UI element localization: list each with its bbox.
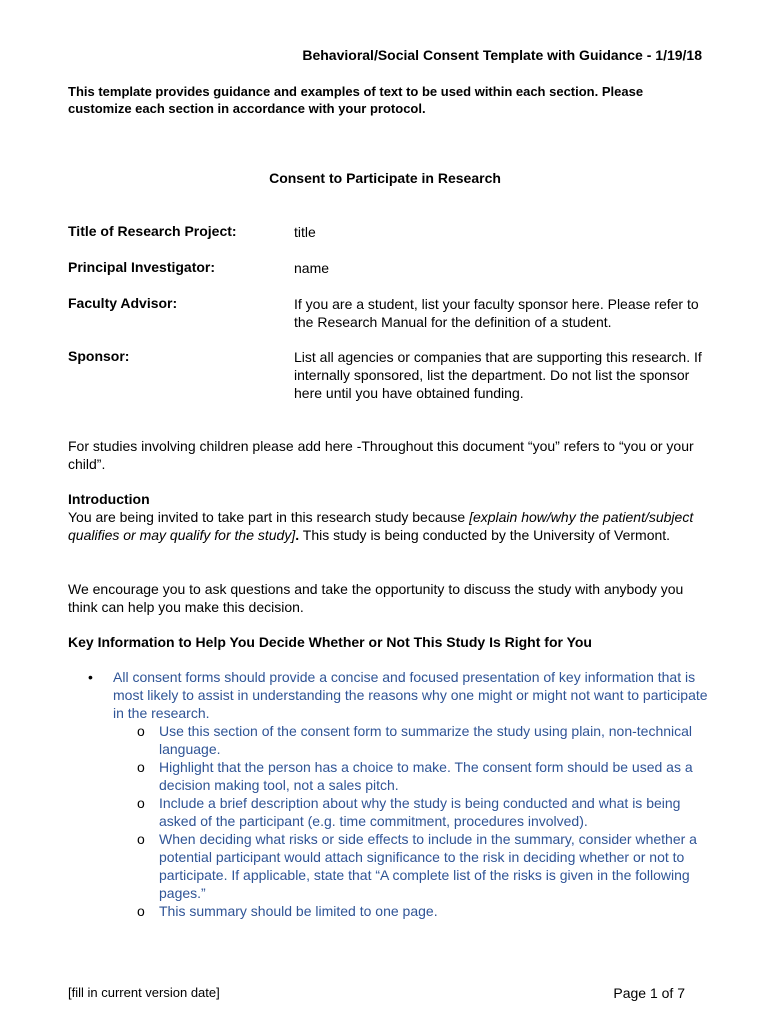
- introduction-text-bold: .: [295, 527, 300, 543]
- key-info-sub-item-text: This summary should be limited to one page.: [159, 903, 438, 919]
- key-info-sub-item: [68, 830, 708, 902]
- key-info-heading: Key Information to Help You Decide Whether or Not This Study Is Right for You: [68, 634, 592, 650]
- field-value-sponsor: List all agencies or companies that are supporting this research. If internally sponsored, list the department. Do not list the sponsor here until you have obtained funding.: [294, 349, 702, 401]
- key-info-list: [68, 668, 708, 920]
- form-title: Consent to Participate in Research: [269, 170, 501, 186]
- key-info-bullet-text: All consent forms should provide a concise and focused presentation of key information that is most likely to assist in understanding the reasons why one might or might not want to participate in the research.: [113, 669, 708, 721]
- key-info-sub-item: [68, 902, 708, 920]
- sub-bullet-marker: o: [137, 795, 145, 811]
- children-note: For studies involving children please add here -Throughout this document “you” refers to “you or your child”.: [68, 438, 694, 472]
- template-guidance-note: This template provides guidance and examples of text to be used within each section. Please customize each section in accordance with your protocol.: [68, 84, 644, 116]
- key-info-sub-item: [68, 722, 708, 758]
- key-info-sub-item: [68, 794, 708, 830]
- introduction-text-end: This study is being conducted by the University of Vermont.: [299, 527, 671, 543]
- footer-page-number: Page 1 of 7: [613, 985, 685, 1001]
- bullet-marker: •: [88, 669, 93, 685]
- document-header-title: Behavioral/Social Consent Template with Guidance - 1/19/18: [302, 47, 702, 63]
- encourage-paragraph: We encourage you to ask questions and take the opportunity to discuss the study with anybody you think can help you make this decision.: [68, 581, 684, 615]
- key-info-sub-item-text: Highlight that the person has a choice to make. The consent form should be used as a decision making tool, not a sales pitch.: [159, 759, 693, 793]
- introduction-text: [68, 508, 708, 544]
- field-label-pi: Principal Investigator:: [68, 259, 216, 275]
- key-info-sub-item: [68, 758, 708, 794]
- field-label-faculty-advisor: Faculty Advisor:: [68, 295, 178, 311]
- introduction-text-start: You are being invited to take part in this research study because: [68, 509, 470, 525]
- field-value-faculty-advisor: If you are a student, list your faculty sponsor here. Please refer to the Research Manual for the definition of a student.: [294, 296, 699, 330]
- sub-bullet-marker: o: [137, 723, 145, 739]
- sub-bullet-marker: o: [137, 759, 145, 775]
- key-info-sub-item-text: Include a brief description about why the study is being conducted and what is being asked of the participant (e.g. time commitment, procedures involved).: [159, 795, 681, 829]
- field-label-title: Title of Research Project:: [68, 223, 237, 239]
- key-info-sub-item-text: When deciding what risks or side effects to include in the summary, consider whether a potential participant would attach significance to the risk in deciding whether or not to participate. If applicable, state that “A complete list of the risks is given in the following pages.”: [159, 831, 697, 901]
- sub-bullet-marker: o: [137, 903, 145, 919]
- field-value-title: title: [294, 224, 316, 240]
- introduction-heading: Introduction: [68, 491, 150, 507]
- sub-bullet-marker: o: [137, 831, 145, 847]
- footer-version-date: [fill in current version date]: [68, 985, 220, 1000]
- field-label-sponsor: Sponsor:: [68, 348, 130, 364]
- key-info-bullet: [68, 668, 708, 722]
- key-info-sub-item-text: Use this section of the consent form to summarize the study using plain, non-technical language.: [159, 723, 693, 757]
- introduction-text-italic: [explain how/why the patient/subject qualifies or may qualify for the study]: [68, 509, 694, 543]
- field-value-pi: name: [294, 260, 330, 276]
